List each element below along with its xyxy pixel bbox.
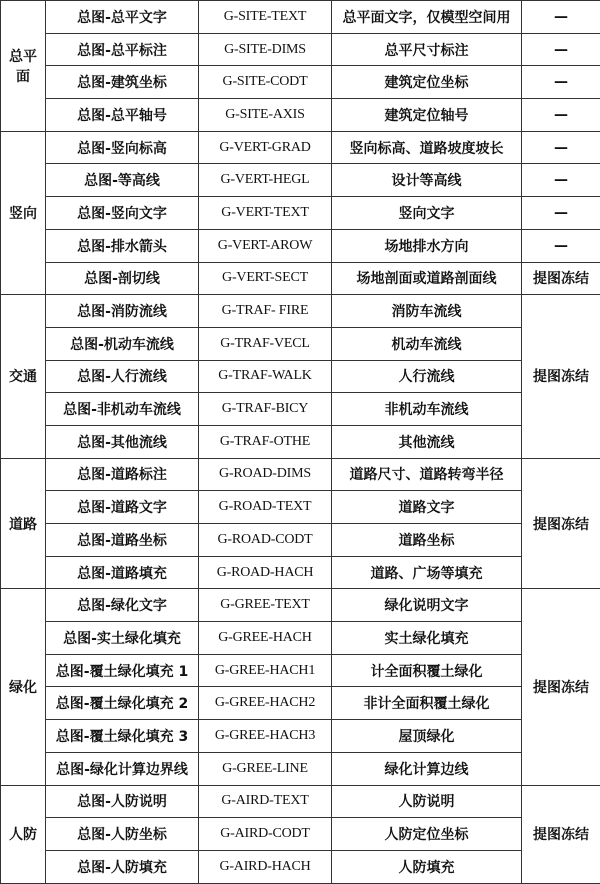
layer-description: 道路尺寸、道路转弯半径 <box>332 458 522 491</box>
layer-code: G-TRAF-OTHE <box>199 425 332 458</box>
layer-description: 人防定位坐标 <box>332 818 522 851</box>
layer-code: G-GREE-HACH1 <box>199 654 332 687</box>
layer-code: G-GREE-TEXT <box>199 589 332 622</box>
layer-code: G-VERT-AROW <box>199 229 332 262</box>
layer-code: G-TRAF- FIRE <box>199 295 332 328</box>
layer-code: G-GREE-HACH3 <box>199 720 332 753</box>
layer-table-body <box>1 1 600 884</box>
table-row <box>1 491 600 524</box>
table-row <box>1 818 600 851</box>
table-row <box>1 33 600 66</box>
layer-code: G-GREE-HACH2 <box>199 687 332 720</box>
layer-name: 总图-人防填充 <box>46 850 199 883</box>
layer-note: 提图冻结 <box>522 458 600 589</box>
layer-name: 总图-道路填充 <box>46 556 199 589</box>
layer-name: 总图-总平标注 <box>46 33 199 66</box>
layer-note: 提图冻结 <box>522 262 600 295</box>
layer-code: G-ROAD-DIMS <box>199 458 332 491</box>
layer-note: 提图冻结 <box>522 295 600 458</box>
layer-code: G-VERT-GRAD <box>199 131 332 164</box>
layer-name: 总图-覆土绿化填充 2 <box>46 687 199 720</box>
table-row <box>1 131 600 164</box>
layer-name: 总图-排水箭头 <box>46 229 199 262</box>
layer-name: 总图-人行流线 <box>46 360 199 393</box>
layer-description: 竖向标高、道路坡度坡长 <box>332 131 522 164</box>
table-row <box>1 164 600 197</box>
layer-code: G-TRAF-WALK <box>199 360 332 393</box>
layer-description: 非机动车流线 <box>332 393 522 426</box>
table-row <box>1 262 600 295</box>
group-label: 人防 <box>1 785 46 883</box>
layer-note: 提图冻结 <box>522 785 600 883</box>
layer-note: — <box>522 99 600 132</box>
layer-description: 设计等高线 <box>332 164 522 197</box>
layer-code: G-GREE-HACH <box>199 622 332 655</box>
group-label: 竖向 <box>1 131 46 294</box>
layer-code: G-ROAD-TEXT <box>199 491 332 524</box>
layer-description: 场地剖面或道路剖面线 <box>332 262 522 295</box>
layer-code: G-AIRD-CODT <box>199 818 332 851</box>
layer-name: 总图-人防说明 <box>46 785 199 818</box>
layer-name: 总图-道路标注 <box>46 458 199 491</box>
layer-description: 场地排水方向 <box>332 229 522 262</box>
layer-name: 总图-总平轴号 <box>46 99 199 132</box>
layer-name: 总图-其他流线 <box>46 425 199 458</box>
layer-code: G-ROAD-HACH <box>199 556 332 589</box>
layer-description: 消防车流线 <box>332 295 522 328</box>
layer-description: 总平面文字，仅模型空间用 <box>332 1 522 34</box>
layer-name: 总图-等高线 <box>46 164 199 197</box>
table-row <box>1 327 600 360</box>
table-row <box>1 458 600 491</box>
layer-name: 总图-竖向标高 <box>46 131 199 164</box>
layer-code: G-SITE-DIMS <box>199 33 332 66</box>
layer-description: 总平尺寸标注 <box>332 33 522 66</box>
layer-description: 实土绿化填充 <box>332 622 522 655</box>
layer-description: 计全面积覆土绿化 <box>332 654 522 687</box>
layer-note: — <box>522 131 600 164</box>
layer-note: — <box>522 197 600 230</box>
group-label: 绿化 <box>1 589 46 785</box>
layer-code: G-VERT-SECT <box>199 262 332 295</box>
table-row <box>1 393 600 426</box>
layer-note: — <box>522 66 600 99</box>
group-label: 交通 <box>1 295 46 458</box>
layer-name: 总图-绿化文字 <box>46 589 199 622</box>
layer-name: 总图-竖向文字 <box>46 197 199 230</box>
layer-description: 人防填充 <box>332 850 522 883</box>
layer-code: G-GREE-LINE <box>199 752 332 785</box>
layer-code: G-TRAF-BICY <box>199 393 332 426</box>
layer-code: G-SITE-CODT <box>199 66 332 99</box>
layer-name: 总图-剖切线 <box>46 262 199 295</box>
layer-name: 总图-消防流线 <box>46 295 199 328</box>
table-row <box>1 524 600 557</box>
layer-description: 道路文字 <box>332 491 522 524</box>
layer-code: G-VERT-HEGL <box>199 164 332 197</box>
layer-description: 其他流线 <box>332 425 522 458</box>
layer-description: 绿化说明文字 <box>332 589 522 622</box>
layer-name: 总图-道路文字 <box>46 491 199 524</box>
layer-code: G-AIRD-TEXT <box>199 785 332 818</box>
layer-code: G-SITE-AXIS <box>199 99 332 132</box>
table-row <box>1 556 600 589</box>
layer-description: 人防说明 <box>332 785 522 818</box>
layer-description: 竖向文字 <box>332 197 522 230</box>
group-label: 总平 面 <box>1 1 46 132</box>
layer-description: 人行流线 <box>332 360 522 393</box>
layer-note: — <box>522 229 600 262</box>
table-row <box>1 654 600 687</box>
table-row <box>1 360 600 393</box>
layer-code: G-SITE-TEXT <box>199 1 332 34</box>
layer-name: 总图-绿化计算边界线 <box>46 752 199 785</box>
layer-code: G-VERT-TEXT <box>199 197 332 230</box>
table-row <box>1 687 600 720</box>
layer-name: 总图-覆土绿化填充 3 <box>46 720 199 753</box>
layer-code: G-ROAD-CODT <box>199 524 332 557</box>
layer-note: — <box>522 1 600 34</box>
layer-name: 总图-机动车流线 <box>46 327 199 360</box>
layer-code: G-AIRD-HACH <box>199 850 332 883</box>
table-row <box>1 425 600 458</box>
layer-description: 绿化计算边线 <box>332 752 522 785</box>
layer-name: 总图-建筑坐标 <box>46 66 199 99</box>
layer-description: 机动车流线 <box>332 327 522 360</box>
layer-note: — <box>522 33 600 66</box>
table-row <box>1 295 600 328</box>
table-row <box>1 66 600 99</box>
layer-description: 道路、广场等填充 <box>332 556 522 589</box>
layer-description: 非计全面积覆土绿化 <box>332 687 522 720</box>
layer-description: 道路坐标 <box>332 524 522 557</box>
table-row <box>1 99 600 132</box>
layer-note: — <box>522 164 600 197</box>
layer-name: 总图-人防坐标 <box>46 818 199 851</box>
layer-description: 屋顶绿化 <box>332 720 522 753</box>
layer-description: 建筑定位轴号 <box>332 99 522 132</box>
table-row <box>1 229 600 262</box>
layer-name: 总图-道路坐标 <box>46 524 199 557</box>
layer-description: 建筑定位坐标 <box>332 66 522 99</box>
table-row <box>1 752 600 785</box>
table-row <box>1 197 600 230</box>
layer-name: 总图-非机动车流线 <box>46 393 199 426</box>
layer-name: 总图-覆土绿化填充 1 <box>46 654 199 687</box>
group-label: 道路 <box>1 458 46 589</box>
table-row <box>1 1 600 34</box>
layer-code: G-TRAF-VECL <box>199 327 332 360</box>
layer-note: 提图冻结 <box>522 589 600 785</box>
table-row <box>1 622 600 655</box>
table-row <box>1 720 600 753</box>
table-row <box>1 785 600 818</box>
layer-name: 总图-总平文字 <box>46 1 199 34</box>
layer-name: 总图-实土绿化填充 <box>46 622 199 655</box>
table-row <box>1 589 600 622</box>
